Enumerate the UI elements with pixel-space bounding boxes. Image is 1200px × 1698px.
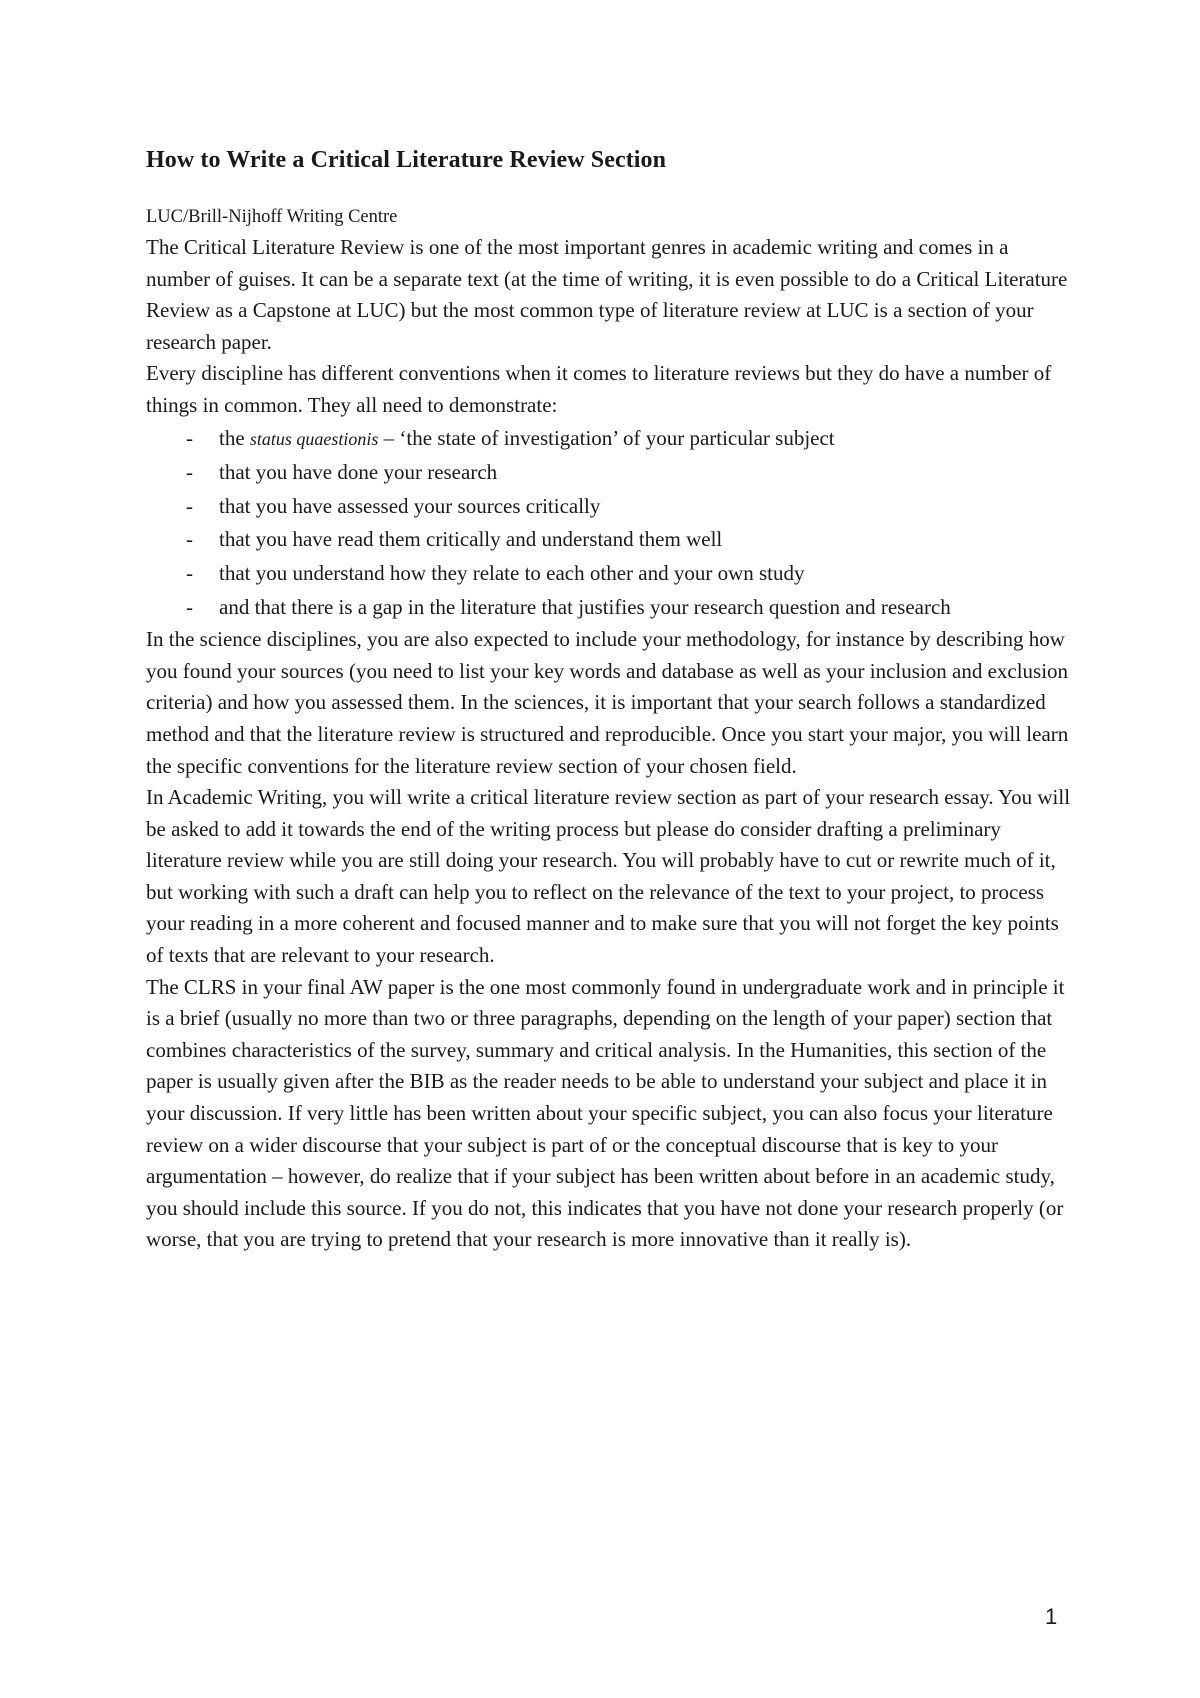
paragraph-intro: The Critical Literature Review is one of the most important genres in academic writing and comes in a number of guises. It can be a separate text (at the time of writing, it is even possible to do a Critical Literature Review as a Capstone at LUC) but the most common type of literature review at LUC is a section of your research paper. [146, 235, 1068, 354]
list-item-text: that you understand how they relate to each other and your own study [219, 560, 805, 585]
list-item [146, 490, 1076, 524]
list-item-prefix: the [219, 425, 250, 450]
document-subtitle: LUC/Brill-Nijhoff Writing Centre [146, 207, 398, 227]
list-item-text: and that there is a gap in the literature that justifies your research question and research [219, 594, 951, 619]
list-dash: - [186, 493, 193, 518]
paragraph-clrs: The CLRS in your final AW paper is the one most commonly found in undergraduate work and in principle it is a brief (usually no more than two or three paragraphs, depending on the length of your paper) section that combines characteristics of the survey, summary and critical analysis. In the Humanities, this section of the paper is usually given after the BIB as the reader needs to be able to understand your subject and place it in your discussion. If very little has been written about your specific subject, you can also focus your literature review on a wider discourse that your subject is part of or the conceptual discourse that is key to your argumentation – however, do realize that if your subject has been written about before in an academic study, you should include this source. If you do not, this indicates that you have not done your research properly (or worse, that you are trying to pretend that your research is more innovative than it really is). [146, 974, 1065, 1252]
list-dash: - [186, 460, 193, 485]
list-item-text: that you have done your research [219, 460, 498, 485]
list-item [146, 456, 1076, 490]
list-item-italic: status quaestionis [249, 428, 379, 449]
paragraph-science: In the science disciplines, you are also expected to include your methodology, for instance by describing how you found your sources (you need to list your key words and database as well as your inclusion and exclusion criteria) and how you assessed them. In the sciences, it is important that your search follows a standardized method and that the literature review is structured and reproducible. Once you start your major, you will learn the specific conventions for the literature review section of your chosen field. [146, 627, 1069, 778]
document-title: How to Write a Critical Literature Review Section [146, 147, 667, 173]
list-dash: - [186, 594, 193, 619]
list-dash: - [186, 425, 193, 450]
paragraph-conventions: Every discipline has different conventions when it comes to literature reviews but they do have a number of things in common. They all need to demonstrate: [146, 361, 1052, 417]
list-item-text: that you have assessed your sources critically [219, 493, 601, 518]
page-number: 1 [1045, 1604, 1058, 1629]
list-item-suffix: – ‘the state of investigation’ of your particular subject [378, 425, 835, 450]
document-page [146, 140, 1076, 1256]
requirements-list [146, 422, 1076, 625]
list-item-text: that you have read them critically and understand them well [219, 527, 723, 552]
list-item [146, 523, 1076, 557]
list-dash: - [186, 560, 193, 585]
paragraph-academic-writing: In Academic Writing, you will write a critical literature review section as part of your research essay. You will be asked to add it towards the end of the writing process but please do consider drafting a preliminary literature review while you are still doing your research. You will probably have to cut or rewrite much of it, but working with such a draft can help you to reflect on the relevance of the text to your project, to process your reading in a more coherent and focused manner and to make sure that you will not forget the key points of texts that are relevant to your research. [146, 785, 1071, 968]
list-item [146, 591, 1076, 625]
list-item [146, 422, 1076, 457]
list-item [146, 557, 1076, 591]
list-dash: - [186, 527, 193, 552]
